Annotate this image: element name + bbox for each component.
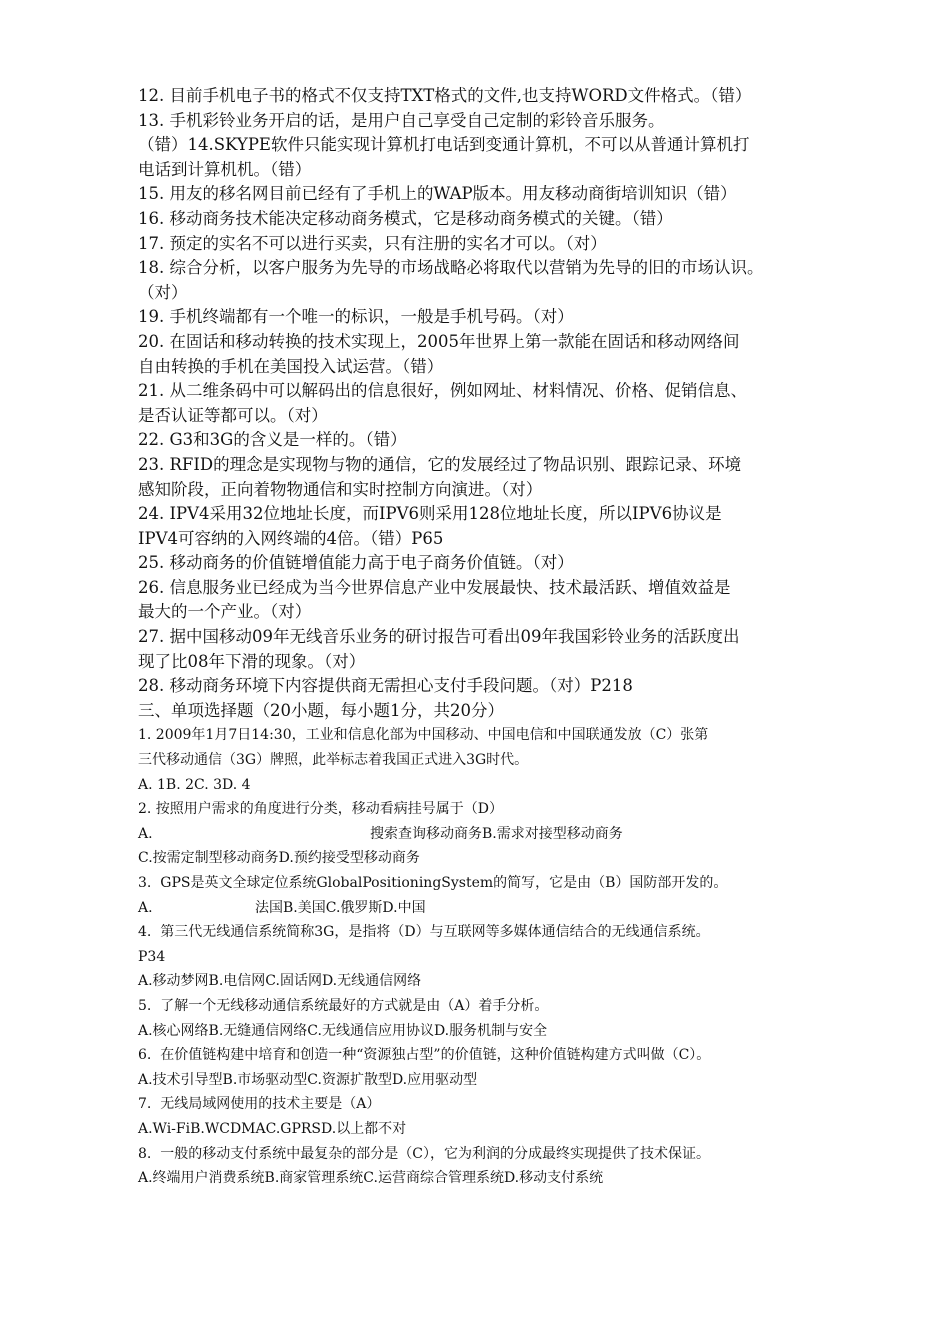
question-options	[138, 896, 848, 921]
multiple-choice-section	[138, 723, 848, 1190]
question-options: A.终端用户消费系统B.商家管理系统C.运营商综合管理系统D.移动支付系统	[138, 1170, 604, 1187]
question-stem: 三代移动通信（3G）牌照，此举标志着我国正式进入3G时代。	[138, 752, 529, 769]
text-line: 12. 目前手机电子书的格式不仅支持TXT格式的文件,也支持WORD文件格式。（错）	[138, 86, 752, 105]
text-line: 18. 综合分析，以客户服务为先导的市场战略必将取代以营销为先导的旧的市场认识。	[138, 258, 764, 278]
question-stem: 6. 在价值链构建中培育和创造一种“资源独占型”的价值链，这种价值链构建方式叫做（C）。	[138, 1047, 711, 1064]
text-line: 26. 信息服务业已经成为当今世界信息产业中发展最快、技术最活跃、增值效益是	[138, 577, 731, 597]
text-line: 27. 据中国移动09年无线音乐业务的研讨报告可看出09年我国彩铃业务的活跃度出	[138, 627, 740, 647]
text-line: （错）14.SKYPE软件只能实现计算机打电话到变通计算机，不可以从普通计算机打	[138, 135, 750, 155]
text-line: 20. 在固话和移动转换的技术实现上，2005年世界上第一款能在固话和移动网络间	[138, 331, 740, 351]
text-line: 是否认证等都可以。（对）	[138, 405, 328, 425]
question-options: A. 1B. 2C. 3D. 4	[138, 776, 251, 793]
question-stem: 4. 第三代无线通信系统简称3G，是指将（D）与互联网等多媒体通信结合的无线通信系统。	[138, 924, 710, 941]
text-line: IPV4可容纳的入网终端的4倍。（错）P65	[138, 528, 444, 548]
text-line: 现了比08年下滑的现象。（对）	[138, 651, 366, 671]
question-stem: 1. 2009年1月7日14:30，工业和信息化部为中国移动、中国电信和中国联通发放（C）张第	[138, 727, 709, 744]
text-line: 25. 移动商务的价值链增值能力高于电子商务价值链。（对）	[138, 553, 574, 573]
question-stem: 5. 了解一个无线移动通信系统最好的方式就是由（A）着手分析。	[138, 997, 549, 1014]
text-line: 13. 手机彩铃业务开启的话，是用户自己享受自己定制的彩铃音乐服务。	[138, 110, 665, 130]
text-line: 19. 手机终端都有一个唯一的标识，一般是手机号码。（对）	[138, 307, 574, 327]
text-line: 16. 移动商务技术能决定移动商务模式，它是移动商务模式的关键。（错）	[138, 208, 673, 228]
section-heading: 三、单项选择题（20小题，每小题1分，共20分）	[138, 700, 504, 720]
option-text: 搜索查询移动商务B.需求对接型移动商务	[370, 825, 623, 842]
page-reference: P34	[138, 948, 166, 965]
option-a-label: A.	[138, 899, 153, 916]
question-stem: 2. 按照用户需求的角度进行分类，移动看病挂号属于（D）	[138, 801, 504, 818]
text-line: 15. 用友的移名网目前已经有了手机上的WAP版本。用友移动商街培训知识（错）	[138, 184, 737, 204]
option-a-label: A.	[138, 825, 153, 842]
text-line: 电话到计算机机。（错）	[138, 159, 312, 179]
text-line: 17. 预定的实名不可以进行买卖，只有注册的实名才可以。（对）	[138, 233, 607, 253]
text-line: 24. IPV4采用32位地址长度，而IPV6则采用128位地址长度，所以IPV6协议是	[138, 504, 722, 524]
question-options: A.核心网络B.无缝通信网络C.无线通信应用协议D.服务机制与安全	[138, 1022, 548, 1039]
question-options: C.按需定制型移动商务D.预约接受型移动商务	[138, 850, 420, 867]
text-line: 自由转换的手机在美国投入试运营。（错）	[138, 356, 444, 376]
text-line: （对）	[138, 282, 188, 302]
text-line: 28. 移动商务环境下内容提供商无需担心支付手段问题。（对）P218	[138, 676, 633, 696]
question-options: A.Wi-FiB.WCDMAC.GPRSD.以上都不对	[138, 1120, 407, 1137]
question-stem: 8. 一般的移动支付系统中最复杂的部分是（C），它为利润的分成最终实现提供了技术保证。	[138, 1145, 710, 1162]
true-false-section	[138, 84, 848, 723]
text-line: 最大的一个产业。（对）	[138, 602, 312, 622]
document-page	[138, 84, 848, 1191]
text-line: 感知阶段，正向着物物通信和实时控制方向演进。（对）	[138, 479, 543, 499]
question-options: A.技术引导型B.市场驱动型C.资源扩散型D.应用驱动型	[138, 1071, 478, 1088]
question-stem: 3. GPS是英文全球定位系统GlobalPositioningSystem的简写，它是由（B）国防部开发的。	[138, 875, 728, 891]
text-line: 22. G3和3G的含义是一样的。（错）	[138, 430, 407, 450]
question-options	[138, 822, 848, 847]
question-options: A.移动梦网B.电信网C.固话网D.无线通信网络	[138, 973, 422, 990]
option-text: 法国B.美国C.俄罗斯D.中国	[255, 899, 426, 916]
question-stem: 7. 无线局域网使用的技术主要是（A）	[138, 1096, 381, 1113]
text-line: 23. RFID的理念是实现物与物的通信，它的发展经过了物品识别、跟踪记录、环境	[138, 454, 742, 474]
text-line: 21. 从二维条码中可以解码出的信息很好，例如网址、材料情况、价格、促销信息、	[138, 381, 747, 401]
